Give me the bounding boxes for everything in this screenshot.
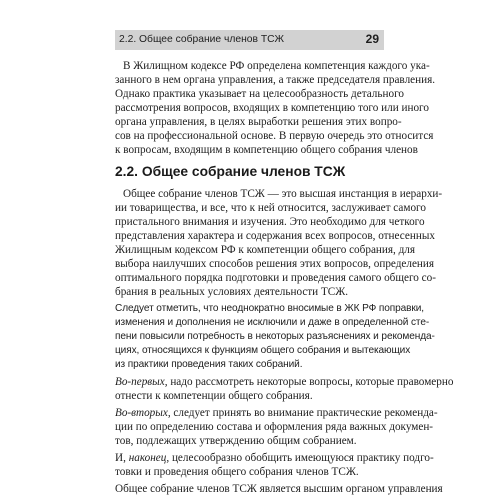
text-line: циях, относящихся к функциям общего собрания и вытекающих: [115, 345, 411, 356]
text-line: представления характера и содержания всех вопросов, отнесенных: [115, 230, 435, 242]
text-line: [115, 375, 454, 389]
page-number: 29: [365, 32, 379, 46]
text-line: В Жилищном кодексе РФ определена компетенция каждого ука-: [123, 60, 430, 72]
section-heading: 2.2. Общее собрание членов ТСЖ: [115, 164, 346, 179]
emphasis-word: Во-первых,: [115, 376, 168, 388]
text-line: оптимального порядка подготовки и проведения самого общего со-: [115, 272, 436, 284]
text-line: тов, подлежащих утверждению общим собранием.: [115, 435, 357, 447]
text-line: изменения и дополнения не исключили и даже в определенной сте-: [115, 317, 430, 328]
emphasis-word: Во-вторых,: [115, 407, 171, 419]
text-line: пени повысили потребность в некоторых разъяснениях и рекоменда-: [115, 331, 435, 342]
text-line: выбора наилучших способов решения этих вопросов, определения: [115, 258, 435, 270]
text-line: Общее собрание членов ТСЖ является высшим органом управления: [115, 483, 443, 495]
text-line: рассмотрения вопросов, входящих в компетенцию того или иного: [115, 102, 429, 114]
text-line: Следует отметить, что неоднократно вносимые в ЖК РФ поправки,: [115, 303, 424, 314]
running-head: [115, 30, 384, 50]
text-line: товки и проведения общего собрания членов ТСЖ.: [115, 466, 359, 478]
text-line: ции по определению состава и оформления ряда важных докумен-: [115, 421, 434, 433]
text-line: органа управления, в целях выработки решения этих вопро-: [115, 116, 402, 128]
text-span: И,: [115, 452, 129, 464]
text-line: [115, 406, 438, 420]
text-span: целесообразно обобщить имеющуюся практику подго-: [169, 452, 434, 464]
text-line: Общее собрание членов ТСЖ — это высшая инстанция в иерархи-: [123, 188, 443, 200]
running-head-title: 2.2. Общее собрание членов ТСЖ: [119, 34, 285, 45]
text-line: брания в реальных условиях деятельности ТСЖ.: [115, 286, 349, 298]
text-line: сов на профессиональной основе. В первую очередь это относится: [115, 130, 434, 142]
text-line: из практики проведения таких собраний.: [115, 359, 303, 370]
emphasis-word: наконец,: [128, 452, 170, 464]
text-line: Однако практика указывает на целесообразность детального: [115, 88, 404, 100]
text-line: ии товарищества, и все, что к ней относится, заслуживает самого: [115, 202, 426, 214]
text-line: к вопросам, входящим в компетенцию общего собрания членов: [115, 144, 418, 156]
text-line: [115, 451, 434, 465]
text-span: следует принять во внимание практические рекоменда-: [170, 407, 438, 419]
text-line: пристального внимания и изучения. Это необходимо для четкого: [115, 216, 425, 228]
text-line: занного в нем органа управления, а также председателя правления.: [115, 74, 436, 86]
text-line: отнести к компетенции общего собрания.: [115, 390, 313, 402]
text-line: Жилищным кодексом РФ к компетенции общего собрания, для: [115, 244, 416, 256]
text-span: надо рассмотреть некоторые вопросы, которые правомерно: [167, 376, 454, 388]
